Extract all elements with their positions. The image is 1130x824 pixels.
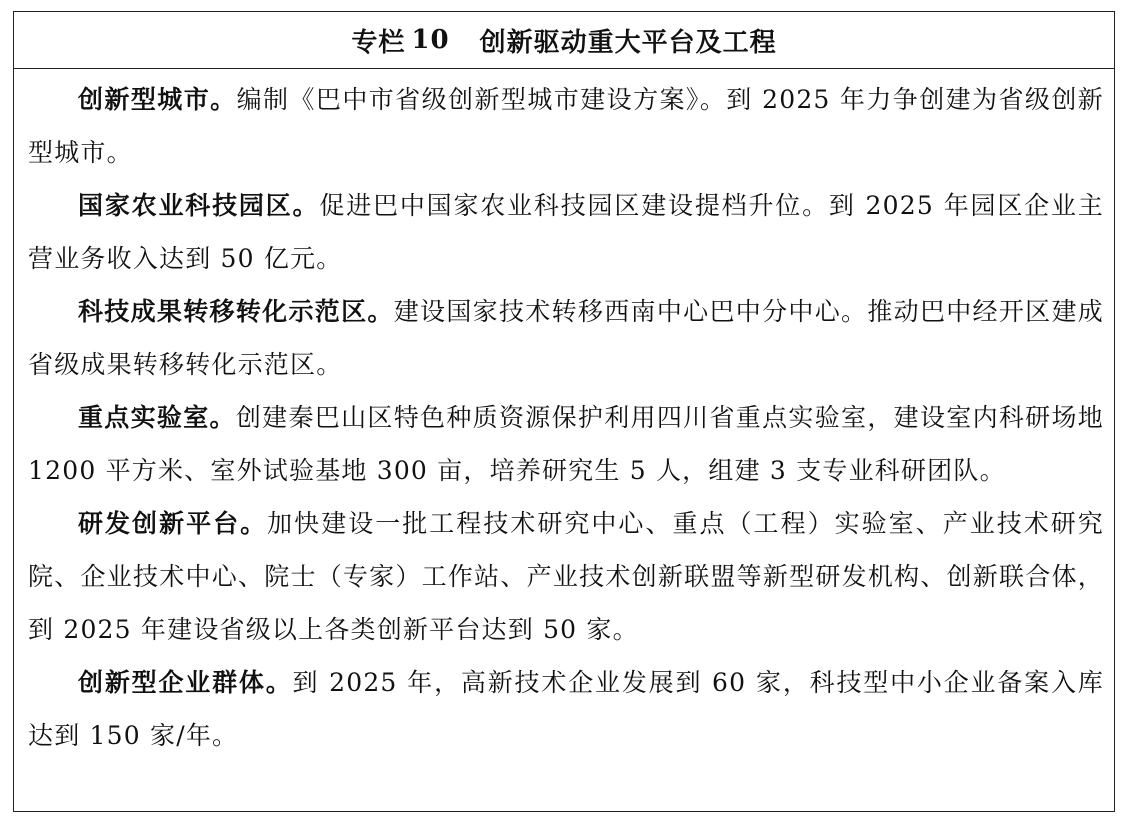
paragraph-text: 促进巴中国家农业科技园区建设提档升位。到 2025 年园区企业主营业务收入达到 50 亿元。 (28, 191, 1104, 273)
paragraph-agri-tech-park (28, 179, 1104, 285)
paragraph-heading: 科技成果转移转化示范区。 (78, 297, 394, 326)
paragraph-innovative-enterprises (28, 656, 1104, 762)
paragraph-text: 到 2025 年，高新技术企业发展到 60 家，科技型中小企业备案入库达到 150 家/年。 (28, 668, 1104, 750)
paragraph-heading: 创新型企业群体。 (78, 668, 293, 697)
paragraph-text: 加快建设一批工程技术研究中心、重点（工程）实验室、产业技术研究院、企业技术中心、院士（专家）工作站、产业技术创新联盟等新型研发机构、创新联合体，到 2025 年建设省级以上各类创新平台达到 50 家。 (28, 509, 1105, 644)
box-title (14, 12, 1114, 69)
paragraph-heading: 国家农业科技园区。 (78, 191, 320, 220)
paragraph-heading: 研发创新平台。 (78, 509, 268, 538)
paragraph-key-laboratory (28, 391, 1104, 497)
box-body (14, 69, 1114, 762)
paragraph-rd-platforms (28, 497, 1104, 656)
paragraph-text: 创建秦巴山区特色种质资源保护利用四川省重点实验室，建设室内科研场地 1200 平方米、室外试验基地 300 亩，培养研究生 5 人，组建 3 支专业科研团队。 (28, 403, 1105, 485)
paragraph-text: 建设国家技术转移西南中心巴中分中心。推动巴中经开区建成省级成果转移转化示范区。 (28, 297, 1105, 379)
column-label: 专栏 (351, 27, 406, 58)
paragraph-tech-transfer-zone (28, 285, 1104, 391)
paragraph-heading: 重点实验室。 (78, 403, 236, 432)
column-title: 创新驱动重大平台及工程 (479, 27, 777, 58)
paragraph-innovative-city (28, 73, 1104, 179)
paragraph-text: 编制《巴中市省级创新型城市建设方案》。到 2025 年力争创建为省级创新型城市。 (28, 85, 1104, 167)
feature-box (13, 11, 1115, 812)
column-number: 10 (411, 25, 450, 55)
paragraph-heading: 创新型城市。 (78, 85, 237, 114)
